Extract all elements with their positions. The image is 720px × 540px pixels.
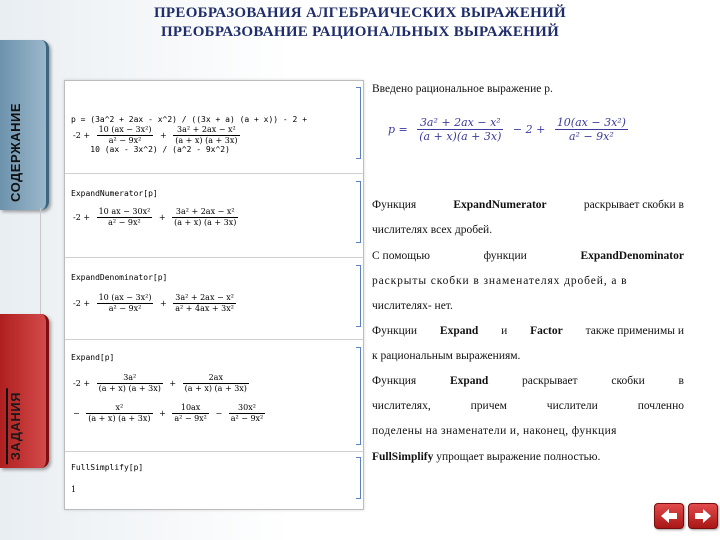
text-fragment: почленно bbox=[637, 400, 684, 412]
text-fragment: раскрывает bbox=[522, 375, 578, 387]
fraction-numerator: x² bbox=[86, 403, 152, 414]
fraction-numerator: 10 ax − 30x² bbox=[98, 207, 151, 216]
fraction-denominator: (a + x)(a + 3x) bbox=[419, 130, 502, 143]
notebook-output-4-cont bbox=[71, 403, 267, 424]
input-1-line-2: 10 (ax - 3x^2) / (a^2 - 9x^2) bbox=[71, 145, 230, 154]
fraction bbox=[97, 125, 154, 146]
cell-bracket[interactable] bbox=[356, 347, 361, 445]
operator: + bbox=[159, 299, 167, 308]
fraction-numerator: 10(ax − 3x²) bbox=[556, 116, 626, 129]
input-1-line-1: p = (3a^2 + 2ax - x^2) / ((3x + a) (a + x)) - 2 + bbox=[71, 115, 308, 124]
arrow-left-icon bbox=[659, 507, 679, 525]
fraction bbox=[97, 293, 154, 314]
operator: − bbox=[73, 409, 80, 418]
function-name: ExpandDenominator bbox=[580, 250, 684, 262]
cell-bracket[interactable] bbox=[356, 265, 361, 327]
text-fragment: также применимы и bbox=[585, 325, 684, 337]
fraction-numerator: 3a² + 2ax − x² bbox=[175, 293, 234, 302]
tab-tasks-label: ЗАДАНИЯ bbox=[8, 391, 23, 460]
arrow-right-icon bbox=[693, 507, 713, 525]
fraction-numerator: 3a² + 2ax − x² bbox=[172, 207, 238, 218]
text-fragment: раскрывает скобки в bbox=[583, 199, 684, 211]
fraction-denominator: a² + 4ax + 3x² bbox=[175, 304, 234, 313]
fraction-numerator: 3a² bbox=[97, 373, 163, 384]
fraction bbox=[172, 403, 209, 424]
text-fragment: функции bbox=[483, 250, 527, 262]
output-term: -2 + bbox=[73, 131, 91, 140]
fraction-numerator: 10ax bbox=[172, 403, 209, 414]
text-fragment: С помощью bbox=[372, 250, 430, 262]
fraction-denominator: (a + x) (a + 3x) bbox=[184, 384, 247, 393]
fraction-denominator: (a + x) (a + 3x) bbox=[175, 136, 238, 145]
notebook-input-5[interactable]: FullSimplify[p] bbox=[71, 463, 144, 472]
cell-divider bbox=[65, 451, 363, 452]
paragraph-line: раскрыты скобки в знаменателях дробей, а в bbox=[372, 275, 628, 287]
paragraph-line: поделены на знаменатели и, наконец, функция bbox=[372, 425, 617, 437]
tab-contents[interactable] bbox=[0, 40, 49, 210]
fraction-denominator: a² − 9x² bbox=[108, 304, 142, 313]
text-fragment: в bbox=[678, 375, 684, 387]
fraction bbox=[97, 373, 163, 394]
text-fragment: Функции bbox=[372, 325, 418, 337]
function-name: FullSimplify bbox=[372, 451, 434, 463]
fraction bbox=[97, 207, 153, 228]
tab-tasks[interactable] bbox=[0, 314, 49, 468]
formula-p bbox=[384, 116, 630, 143]
fraction bbox=[173, 125, 239, 146]
notebook-output-5: 1 bbox=[71, 485, 77, 494]
text-fragment: и bbox=[501, 325, 508, 337]
notebook-input-3[interactable]: ExpandDenominator[p] bbox=[71, 273, 168, 282]
notebook-input-4[interactable]: Expand[p] bbox=[71, 353, 115, 362]
text-fragment: числителях, bbox=[372, 400, 431, 412]
fraction-numerator: 10 (ax − 3x²) bbox=[98, 293, 152, 302]
fraction bbox=[417, 116, 503, 143]
divider bbox=[40, 208, 41, 318]
fraction-denominator: a² − 9x² bbox=[108, 218, 141, 227]
notebook-panel bbox=[64, 80, 364, 510]
fraction-numerator: 2ax bbox=[183, 373, 249, 384]
paragraph-line: числителях всех дробей. bbox=[372, 224, 493, 236]
fraction-numerator: 3a² + 2ax − x² bbox=[173, 125, 239, 136]
paragraph-expand-numerator bbox=[372, 199, 684, 211]
fraction bbox=[172, 207, 238, 228]
fraction-denominator: a² − 9x² bbox=[569, 130, 614, 143]
nav-back-button[interactable] bbox=[654, 503, 684, 529]
formula-lhs: p = bbox=[388, 123, 408, 136]
text-fragment: упрощает выражение полностью. bbox=[436, 451, 601, 463]
title-line-1: ПРЕОБРАЗОВАНИЯ АЛГЕБРАИЧЕСКИХ ВЫРАЖЕНИЙ bbox=[153, 5, 567, 21]
text-fragment: Функция bbox=[372, 199, 417, 211]
cell-bracket[interactable] bbox=[356, 181, 361, 243]
fraction bbox=[229, 403, 266, 424]
paragraph-line: числителях- нет. bbox=[372, 300, 453, 312]
fraction-denominator: a² − 9x² bbox=[174, 414, 207, 423]
fraction-denominator: (a + x) (a + 3x) bbox=[98, 384, 161, 393]
cell-divider bbox=[65, 257, 363, 258]
fraction-denominator: a² − 9x² bbox=[230, 414, 264, 423]
paragraph-line bbox=[372, 400, 684, 412]
text-fragment: числители bbox=[546, 400, 598, 412]
cell-bracket[interactable] bbox=[356, 457, 361, 499]
output-term: -2 + bbox=[73, 299, 91, 308]
notebook-output-4 bbox=[71, 373, 251, 394]
operator: − 2 + bbox=[512, 123, 546, 136]
output-term: -2 + bbox=[73, 379, 91, 388]
output-term: -2 + bbox=[73, 213, 91, 222]
fraction-numerator: 3a² + 2ax − x² bbox=[417, 116, 503, 130]
text-fragment: Функция bbox=[372, 375, 417, 387]
text-fragment: причем bbox=[470, 400, 507, 412]
operator: + bbox=[169, 379, 177, 388]
fraction-numerator: 10 (ax − 3x²) bbox=[98, 125, 152, 134]
cell-divider bbox=[65, 173, 363, 174]
fraction bbox=[173, 293, 236, 314]
fraction bbox=[555, 116, 628, 143]
tab-contents-label: СОДЕРЖАНИЕ bbox=[8, 103, 23, 202]
function-name: Factor bbox=[530, 325, 563, 337]
cell-bracket[interactable] bbox=[356, 87, 361, 159]
text-fragment: скобки bbox=[611, 375, 645, 387]
fraction-denominator: (a + x) (a + 3x) bbox=[174, 218, 237, 227]
page-title bbox=[60, 4, 660, 42]
fraction-numerator: 30x² bbox=[229, 403, 266, 414]
fraction-denominator: a² − 9x² bbox=[108, 136, 142, 145]
notebook-input-2[interactable]: ExpandNumerator[p] bbox=[71, 189, 158, 198]
fraction bbox=[183, 373, 249, 394]
title-line-2: ПРЕОБРАЗОВАНИЕ РАЦИОНАЛЬНЫХ ВЫРАЖЕНИЙ bbox=[160, 24, 560, 40]
nav-forward-button[interactable] bbox=[688, 503, 718, 529]
notebook-output-1 bbox=[71, 125, 242, 146]
paragraph-expand-factor bbox=[372, 325, 684, 337]
cell-divider bbox=[65, 339, 363, 340]
function-name: ExpandNumerator bbox=[453, 199, 547, 211]
operator: + bbox=[159, 409, 166, 418]
notebook-output-2 bbox=[71, 207, 240, 228]
operator: − bbox=[215, 409, 223, 418]
intro-text: Введено рациональное выражение p. bbox=[372, 83, 553, 95]
paragraph-fullsimplify bbox=[372, 451, 600, 463]
fraction-denominator: (a + x) (a + 3x) bbox=[88, 414, 151, 423]
notebook-output-3 bbox=[71, 293, 238, 314]
function-name: Expand bbox=[449, 375, 489, 387]
function-name: Expand bbox=[439, 325, 479, 337]
operator: + bbox=[159, 131, 167, 140]
operator: + bbox=[158, 213, 166, 222]
paragraph-expand-denominator bbox=[372, 250, 684, 262]
fraction bbox=[86, 403, 152, 424]
paragraph-expand bbox=[372, 375, 684, 387]
paragraph-line: к рациональным выражениям. bbox=[372, 350, 521, 362]
